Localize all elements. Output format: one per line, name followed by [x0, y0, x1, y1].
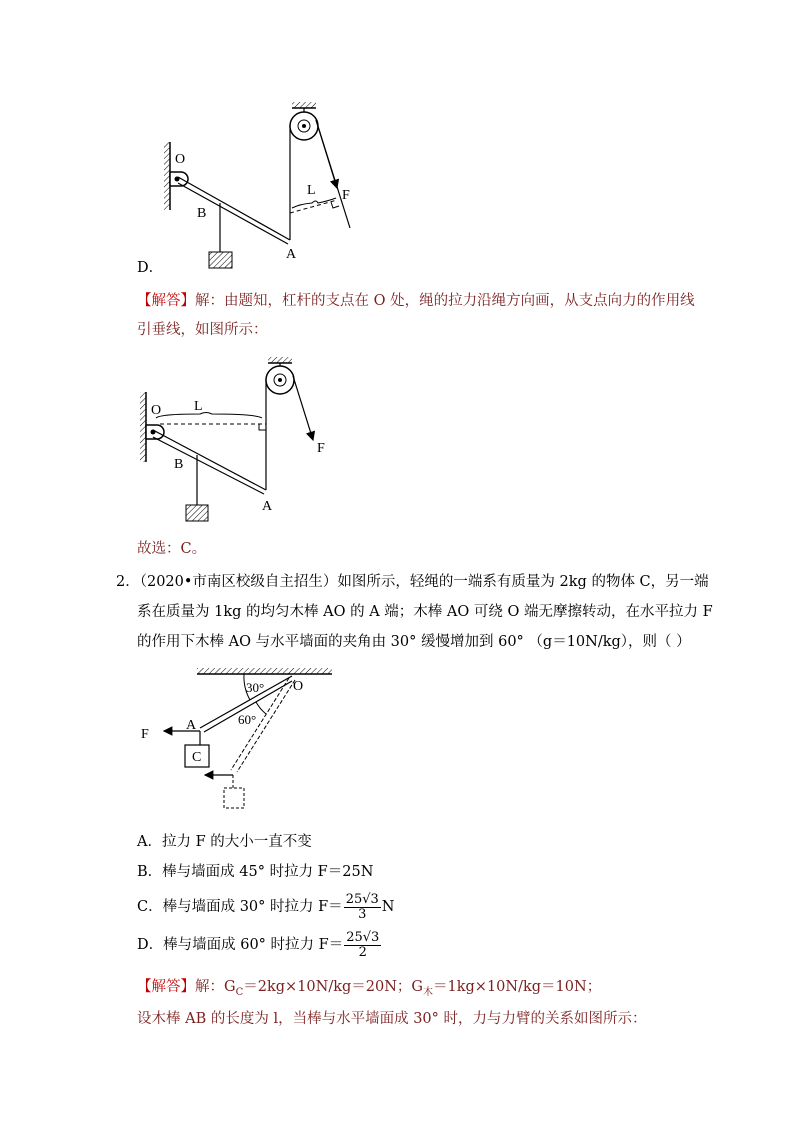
question2-line2: 系在质量为 1kg 的均匀木棒 AO 的 A 端；木棒 AO 可绕 O 端无摩擦转动，在水平拉力 F: [137, 604, 713, 620]
answer2-p3: ＝1kg×10N/kg＝10N；: [433, 979, 602, 995]
option-c-num: 25√3: [345, 891, 379, 907]
fig1-label-b: B: [197, 206, 207, 221]
fig3-angle-30: 30°: [246, 680, 265, 695]
option-c-prefix: C．棒与墙面成 30° 时拉力 F＝: [137, 899, 343, 915]
answer2-tag: 【解答】: [137, 979, 195, 995]
fig1-label-l: L: [307, 183, 316, 198]
fig2-label-l: L: [194, 399, 203, 414]
answer1-text: 解：由题知，杠杆的支点在 O 处，绳的拉力沿绳方向画，从支点向力的作用线: [195, 293, 695, 309]
fig3-label-a: A: [186, 718, 197, 733]
option-d-den: 2: [358, 944, 367, 960]
fig3-label-f: F: [141, 727, 149, 742]
option-c-unit: N: [381, 899, 395, 915]
question2-line1: 2．（2020•市南区校级自主招生）如图所示，轻绳的一端系有质量为 2kg 的物体 C，另一端: [116, 574, 709, 590]
answer-tag: 【解答】: [137, 293, 195, 309]
fig3-label-c: C: [192, 750, 202, 765]
fig2-label-a: A: [262, 499, 273, 514]
fig1-label-a: A: [286, 247, 297, 262]
conclusion1: 故选：C。: [137, 541, 207, 557]
answer2-sub-wood: 木: [423, 986, 434, 998]
answer2-line2: 设木棒 AB 的长度为 l，当棒与水平墙面成 30° 时，力与力臂的关系如图所示：: [137, 1011, 647, 1027]
fig3-label-o: O: [293, 679, 304, 694]
option-d-prefix: D．棒与墙面成 60° 时拉力 F＝: [137, 937, 344, 953]
option-c-den: 3: [358, 906, 367, 922]
fig2-label-f: F: [317, 441, 325, 456]
question2-line3: 的作用下木棒 AO 与水平墙面的夹角由 30° 缓慢增加到 60° （g＝10N/kg），则（ ）: [137, 634, 691, 650]
fig1-label-f: F: [342, 188, 350, 203]
answer1-line2: 引垂线，如图所示：: [137, 322, 268, 338]
option-c: [137, 892, 394, 922]
answer2-line1: [137, 977, 601, 1003]
fig1-label-o: O: [175, 152, 186, 167]
option-d-label: D．: [137, 260, 164, 276]
fig2-label-b: B: [174, 457, 184, 472]
fig2-label-o: O: [151, 403, 162, 418]
option-a: A．拉力 F 的大小一直不变: [137, 834, 312, 850]
answer2-p2: ＝2kg×10N/kg＝20N；G: [243, 979, 424, 995]
option-c-fraction: [344, 893, 381, 922]
fig3-angle-60: 60°: [238, 712, 257, 727]
option-d-fraction: [344, 931, 381, 960]
answer2-sub-c: C: [235, 986, 244, 998]
option-d-num: 25√3: [346, 929, 380, 945]
option-d: [137, 930, 382, 960]
option-b: B．棒与墙面成 45° 时拉力 F＝25N: [137, 864, 374, 880]
answer2-p1: 解：G: [195, 979, 236, 995]
